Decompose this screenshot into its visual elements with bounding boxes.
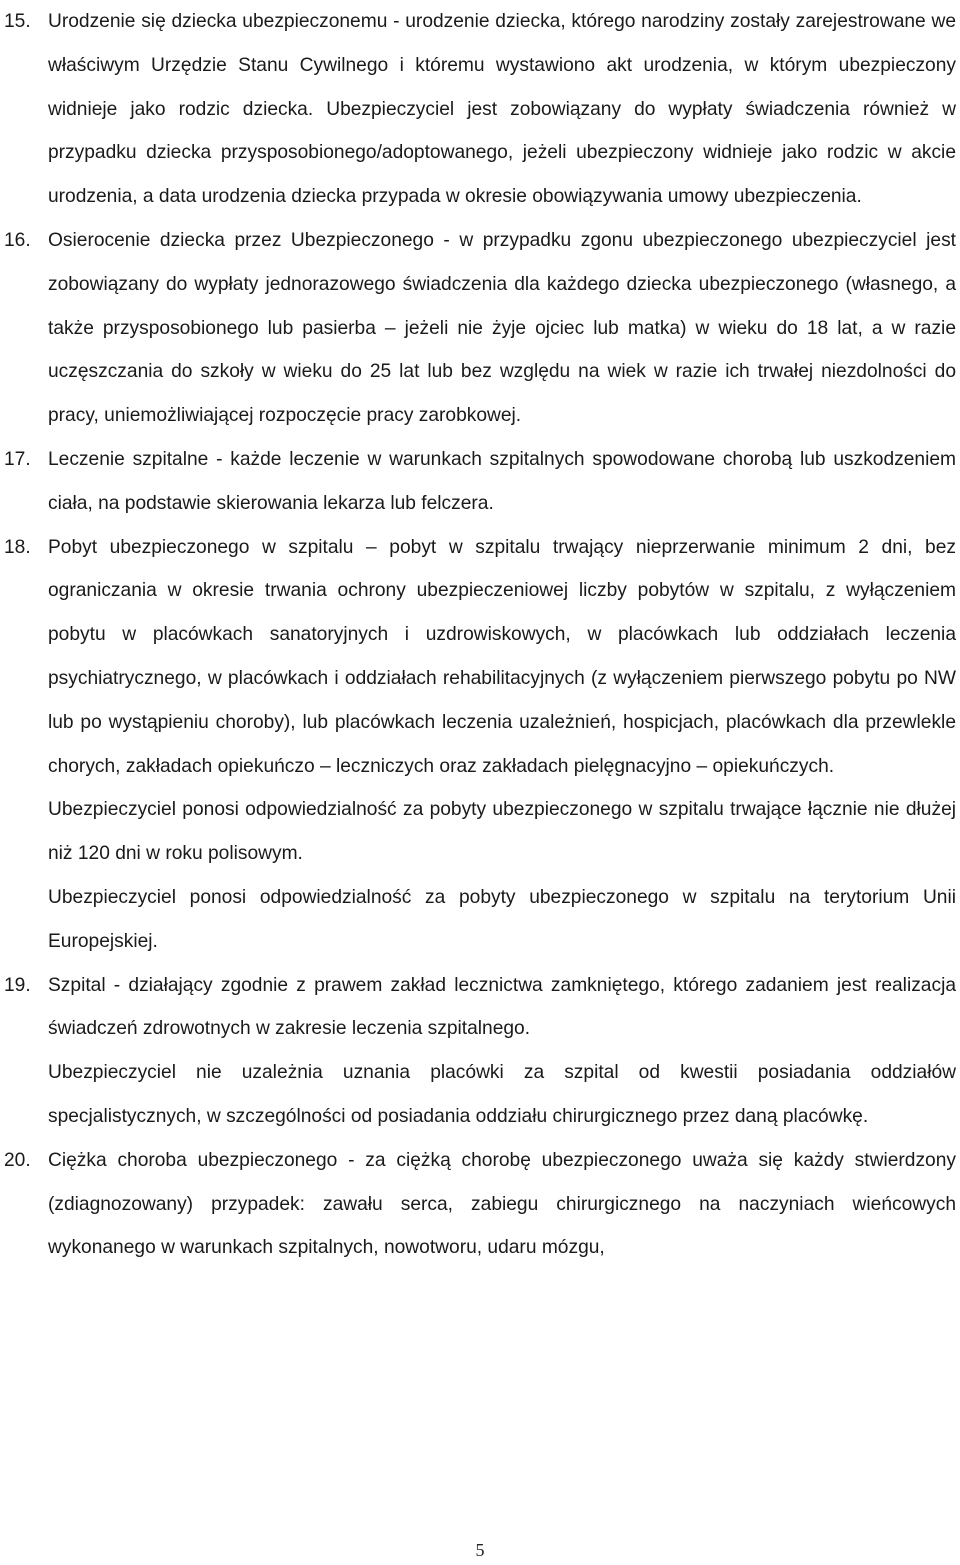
item-paragraph: Pobyt ubezpieczonego w szpitalu – pobyt w szpitalu trwający nieprzerwanie minimum 2 dni, bez ograniczania w okresie trwania ochrony ubezpieczeniowej liczby pobytów w szpitalu, z wyłączeniem pobytu w placówkach sanatoryjnych i uzdrowiskowych, w placówkach lub oddziałach leczenia psychiatrycznego, w placówkach i oddziałach rehabilitacyjnych (z wyłączeniem pierwszego pobytu po NW lub po wystąpieniu choroby), lub placówkach leczenia uzależnień, hospicjach, placówkach dla przewlekle chorych, zakładach opiekuńczo – leczniczych oraz zakładach pielęgnacyjno – opiekuńczych. [48,536,956,777]
definition-item [0,526,960,964]
item-number: 20. [4,1149,31,1171]
page-number: 5 [475,1540,485,1560]
item-number: 19. [4,974,31,996]
item-paragraph: Szpital - działający zgodnie z prawem zakład lecznictwa zamkniętego, którego zadaniem jest realizacja świadczeń zdrowotnych w zakresie leczenia szpitalnego. [48,974,956,1040]
item-number: 15. [4,11,31,32]
item-number: 16. [4,229,31,251]
definition-item [0,438,960,526]
item-number: 17. [4,448,31,470]
definition-item [0,0,960,219]
definition-item [0,1139,960,1270]
item-number: 18. [4,536,31,558]
item-paragraph: Ciężka choroba ubezpieczonego - za ciężką chorobę ubezpieczonego uważa się każdy stwierdzony (zdiagnozowany) przypadek: zawału serca, zabiegu chirurgicznego na naczyniach wieńcowych wykonanego w warunkach szpitalnych, nowotworu, udaru mózgu, [48,1149,956,1259]
item-paragraph: Ubezpieczyciel nie uzależnia uznania placówki za szpital od kwestii posiadania oddziałów specjalistycznych, w szczególności od posiadania oddziału chirurgicznego przez daną placówkę. [48,1062,956,1127]
item-paragraph: Urodzenie się dziecka ubezpieczonemu - urodzenie dziecka, którego narodziny zostały zarejestrowane we właściwym Urzędzie Stanu Cywilnego i któremu wystawiono akt urodzenia, w którym ubezpieczony widnieje jako rodzic dziecka. Ubezpieczyciel jest zobowiązany do wypłaty świadczenia również w przypadku dziecka przysposobionego/adoptowanego, jeżeli ubezpieczony widnieje jako rodzic w akcie urodzenia, a data urodzenia dziecka przypada w okresie obowiązywania umowy ubezpieczenia. [48,11,956,208]
definition-item [0,964,960,1139]
item-paragraph: Osierocenie dziecka przez Ubezpieczonego - w przypadku zgonu ubezpieczonego ubezpieczyciel jest zobowiązany do wypłaty jednorazowego świadczenia dla każdego dziecka ubezpieczonego (własnego, a także przysposobionego lub pasierba – jeżeli nie żyje ojciec lub matka) w wieku do 18 lat, a w razie uczęszczania do szkoły w wieku do 25 lat lub bez względu na wiek w razie ich trwałej niezdolności do pracy, uniemożliwiającej rozpoczęcie pracy zarobkowej. [48,229,956,427]
item-paragraph: Ubezpieczyciel ponosi odpowiedzialność za pobyty ubezpieczonego w szpitalu trwające łącznie nie dłużej niż 120 dni w roku polisowym. [48,799,956,865]
item-paragraph: Ubezpieczyciel ponosi odpowiedzialność za pobyty ubezpieczonego w szpitalu na terytorium Unii Europejskiej. [48,886,956,952]
item-paragraph: Leczenie szpitalne - każde leczenie w warunkach szpitalnych spowodowane chorobą lub uszkodzeniem ciała, na podstawie skierowania lekarza lub felczera. [48,448,956,514]
definition-item [0,219,960,438]
